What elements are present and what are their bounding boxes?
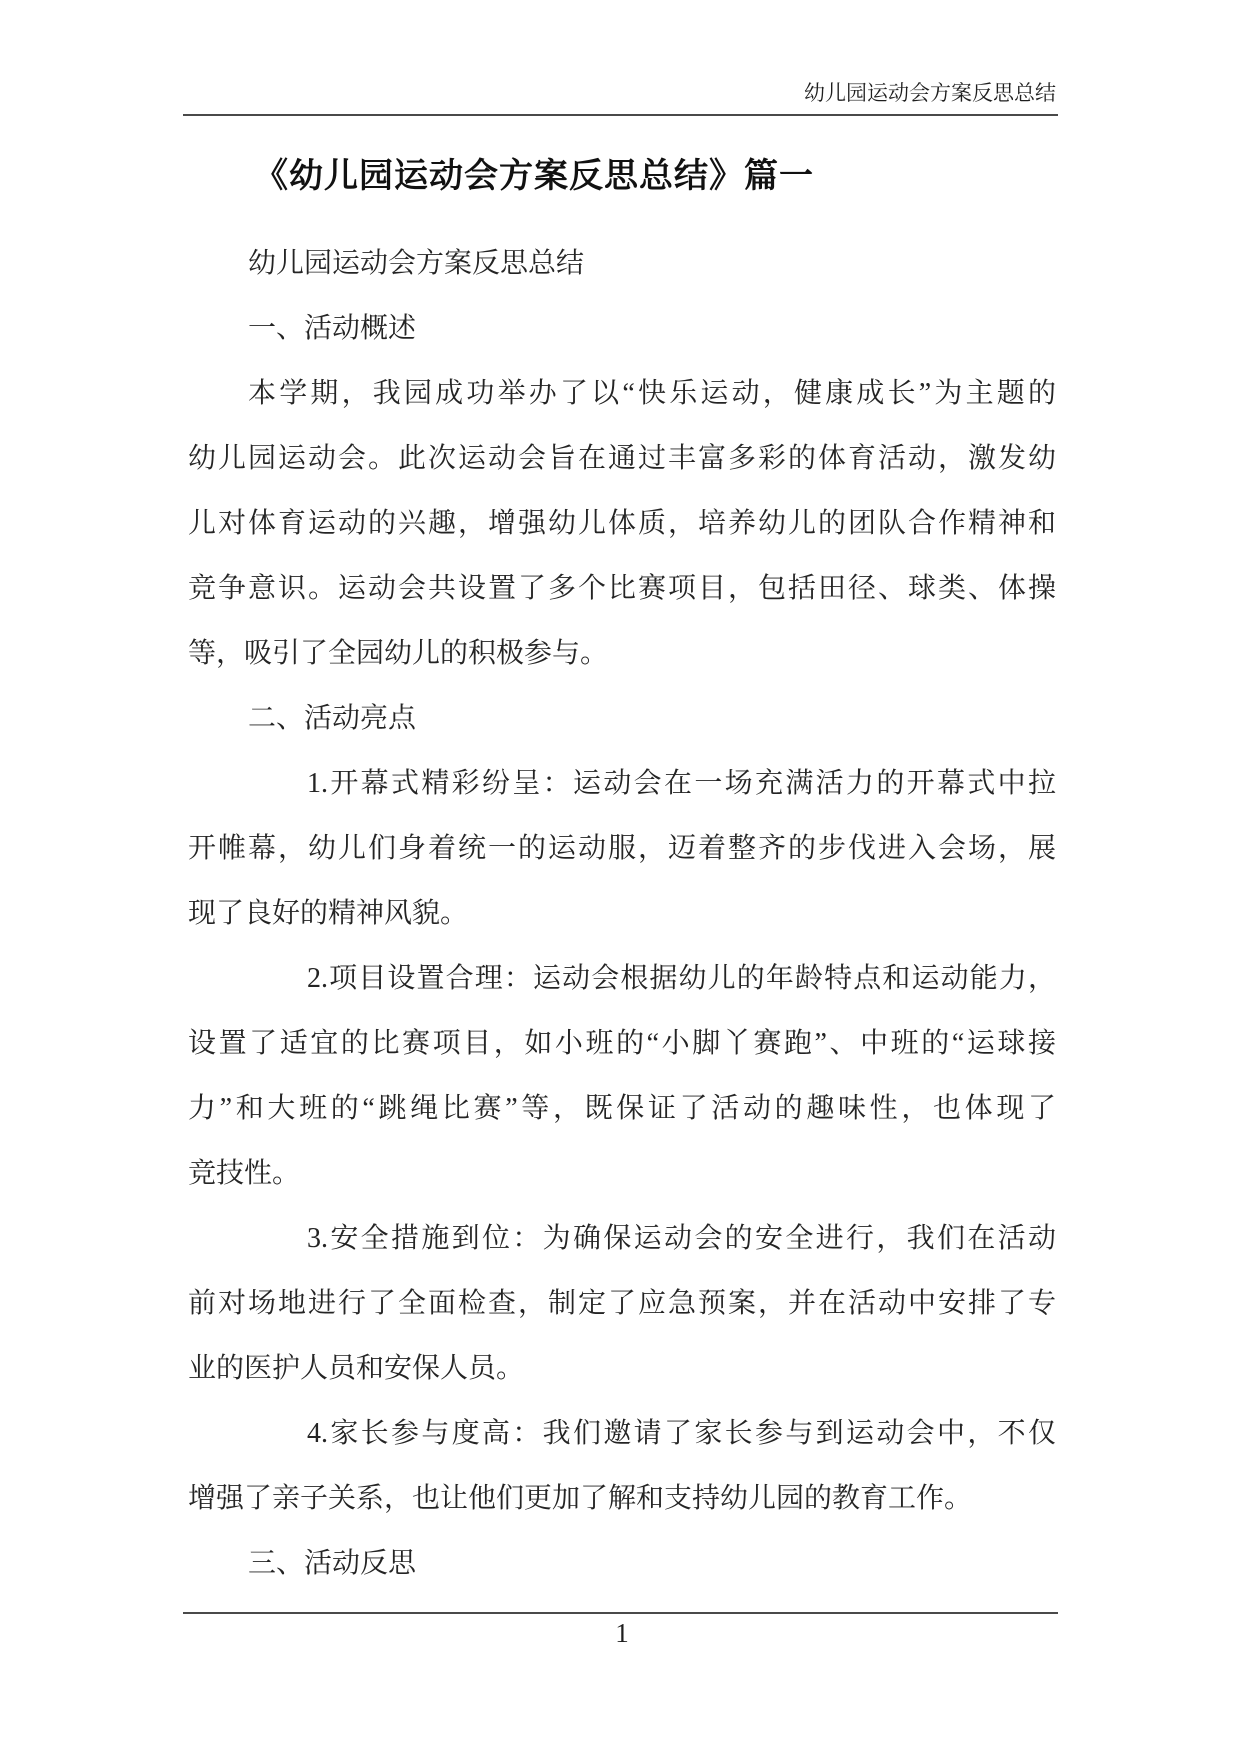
- footer-rule: [183, 1612, 1058, 1614]
- document-body: [188, 231, 1056, 1596]
- text-line: 幼儿园运动会。此次运动会旨在通过丰富多彩的体育活动，激发幼: [188, 443, 1056, 474]
- text-line: 4.家长参与度高：我们邀请了家长参与到运动会中，不仅: [307, 1418, 1056, 1449]
- text-line: 2.项目设置合理：运动会根据幼儿的年龄特点和运动能力，: [307, 963, 1056, 994]
- text-line: 竞争意识。运动会共设置了多个比赛项目，包括田径、球类、体操: [188, 573, 1056, 604]
- text-line: 现了良好的精神风貌。: [188, 898, 469, 929]
- page-title: 《幼儿园运动会方案反思总结》篇一: [254, 158, 814, 195]
- text-line: 本学期，我园成功举办了以“快乐运动，健康成长”为主题的: [248, 378, 1056, 409]
- text-line: 前对场地进行了全面检查，制定了应急预案，并在活动中安排了专: [188, 1288, 1056, 1319]
- running-header: 幼儿园运动会方案反思总结: [804, 81, 1056, 105]
- text-line: 3.安全措施到位：为确保运动会的安全进行，我们在活动: [307, 1223, 1056, 1254]
- text-line: 设置了适宜的比赛项目，如小班的“小脚丫赛跑”、中班的“运球接: [188, 1028, 1056, 1059]
- text-line: 等，吸引了全园幼儿的积极参与。: [188, 638, 609, 669]
- text-line: 幼儿园运动会方案反思总结: [248, 248, 585, 279]
- text-line: 竞技性。: [188, 1158, 301, 1189]
- text-line: 1.开幕式精彩纷呈：运动会在一场充满活力的开幕式中拉: [307, 768, 1056, 799]
- text-line: 开帷幕，幼儿们身着统一的运动服，迈着整齐的步伐进入会场，展: [188, 833, 1056, 864]
- text-line: 力”和大班的“跳绳比赛”等，既保证了活动的趣味性，也体现了: [188, 1093, 1056, 1124]
- text-line: 二、活动亮点: [248, 703, 417, 734]
- text-line: 增强了亲子关系，也让他们更加了解和支持幼儿园的教育工作。: [188, 1483, 973, 1514]
- text-line: 儿对体育运动的兴趣，增强幼儿体质，培养幼儿的团队合作精神和: [188, 508, 1056, 539]
- text-line: 三、活动反思: [248, 1548, 417, 1579]
- text-line: 一、活动概述: [248, 313, 417, 344]
- page-number: 1: [615, 1618, 629, 1648]
- text-line: 业的医护人员和安保人员。: [188, 1353, 525, 1384]
- header-rule: [183, 114, 1058, 116]
